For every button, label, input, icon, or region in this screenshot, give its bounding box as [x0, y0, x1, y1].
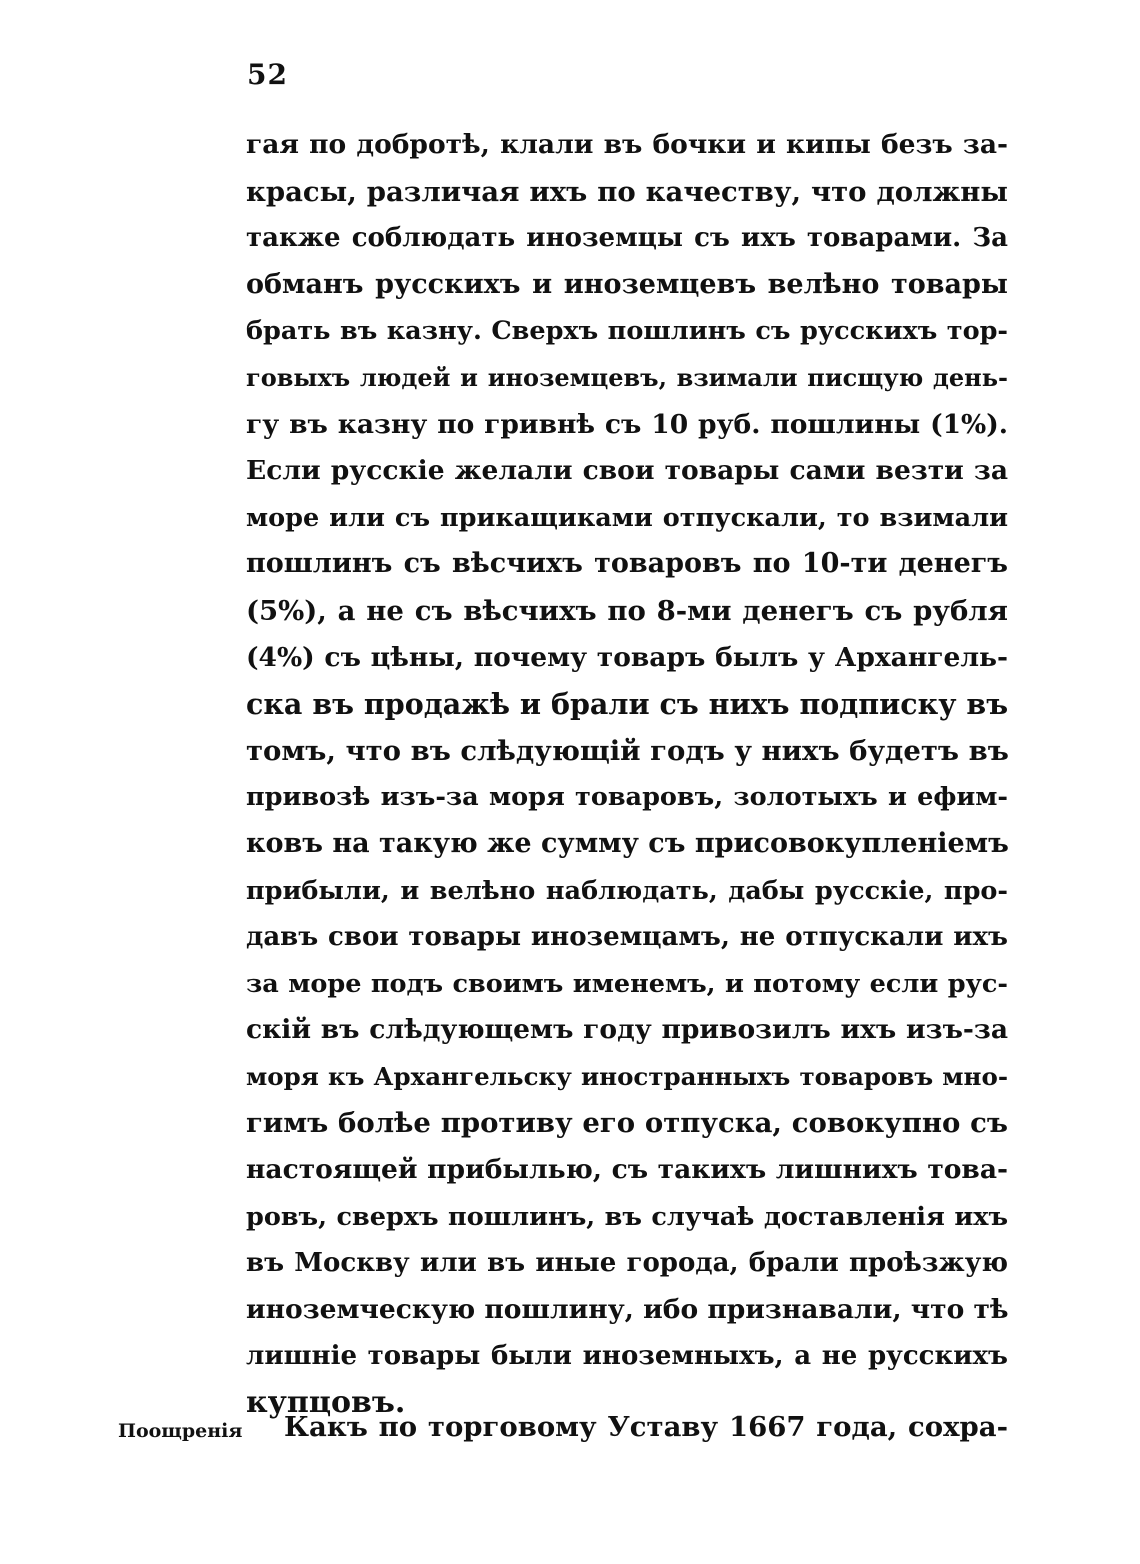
text-line: пошлинъ съ вѣсчихъ товаровъ по 10-ти денегъ — [246, 548, 1008, 580]
text-line: лишніе товары были иноземныхъ, а не русскихъ — [246, 1341, 1008, 1372]
text-line: купцовъ. — [246, 1385, 406, 1421]
text-line: моря къ Архангельску иностранныхъ товаровъ мно- — [246, 1061, 1008, 1091]
text-line: красы, различая ихъ по качеству, что должны — [246, 175, 1008, 208]
text-line: гимъ болѣе противу его отпуска, совокупно съ — [246, 1107, 1008, 1140]
page-number: 52 — [247, 58, 288, 91]
text-line: море или съ прикащиками отпускали, то взимали — [246, 502, 1008, 533]
text-line: настоящей прибылью, съ такихъ лишнихъ това- — [246, 1154, 1008, 1186]
text-line: томъ, что въ слѣдующій годъ у нихъ будетъ въ — [246, 734, 1009, 767]
text-line: ковъ на такую же сумму съ присовокупленіемъ — [246, 827, 1009, 859]
text-line: ровъ, сверхъ пошлинъ, въ случаѣ доставленія ихъ — [246, 1201, 1008, 1232]
main-text — [246, 122, 1008, 1427]
text-line: привозѣ изъ-за моря товаровъ, золотыхъ и ефим- — [246, 782, 1008, 813]
text-line: также соблюдать иноземцы съ ихъ товарами. За — [246, 223, 1008, 254]
text-line: говыхъ людей и иноземцевъ, взимали писщую день- — [246, 362, 1008, 392]
text-line: (5%), а не съ вѣсчихъ по 8-ми денегъ съ рубля — [246, 594, 1008, 627]
text-line: Если русскіе желали свои товары сами везти за — [246, 455, 1008, 487]
text-line: (4%) съ цѣны, почему товаръ былъ у Архангель- — [246, 641, 1008, 673]
text-line: обманъ русскихъ и иноземцевъ велѣно товары — [246, 268, 1008, 300]
text-line: давъ свои товары иноземцамъ, не отпускали ихъ — [246, 922, 1008, 953]
text-line: гу въ казну по гривнѣ съ 10 руб. пошлины (1%). — [246, 408, 1008, 440]
text-line: брать въ казну. Сверхъ пошлинъ съ русскихъ тор- — [246, 316, 1008, 347]
text-line: гая по добротѣ, клали въ бочки и кипы безъ за- — [246, 129, 1008, 160]
text-line: въ Москву или въ иные города, брали проѣзжую — [246, 1248, 1008, 1279]
text-line: скій въ слѣдующемъ году привозилъ ихъ изъ-за — [246, 1014, 1008, 1046]
margin-note: Поощренія — [118, 1420, 243, 1442]
text-line: за море подъ своимъ именемъ, и потому если рус- — [246, 968, 1008, 999]
text-line: прибыли, и велѣно наблюдать, дабы русскіе, про- — [246, 875, 1008, 906]
text-line: иноземческую пошлину, ибо признавали, что тѣ — [246, 1293, 1009, 1325]
next-paragraph-line: Какъ по торговому Уставу 1667 года, сохра- — [284, 1411, 1008, 1443]
text-line: ска въ продажѣ и брали съ нихъ подписку въ — [246, 687, 1009, 722]
